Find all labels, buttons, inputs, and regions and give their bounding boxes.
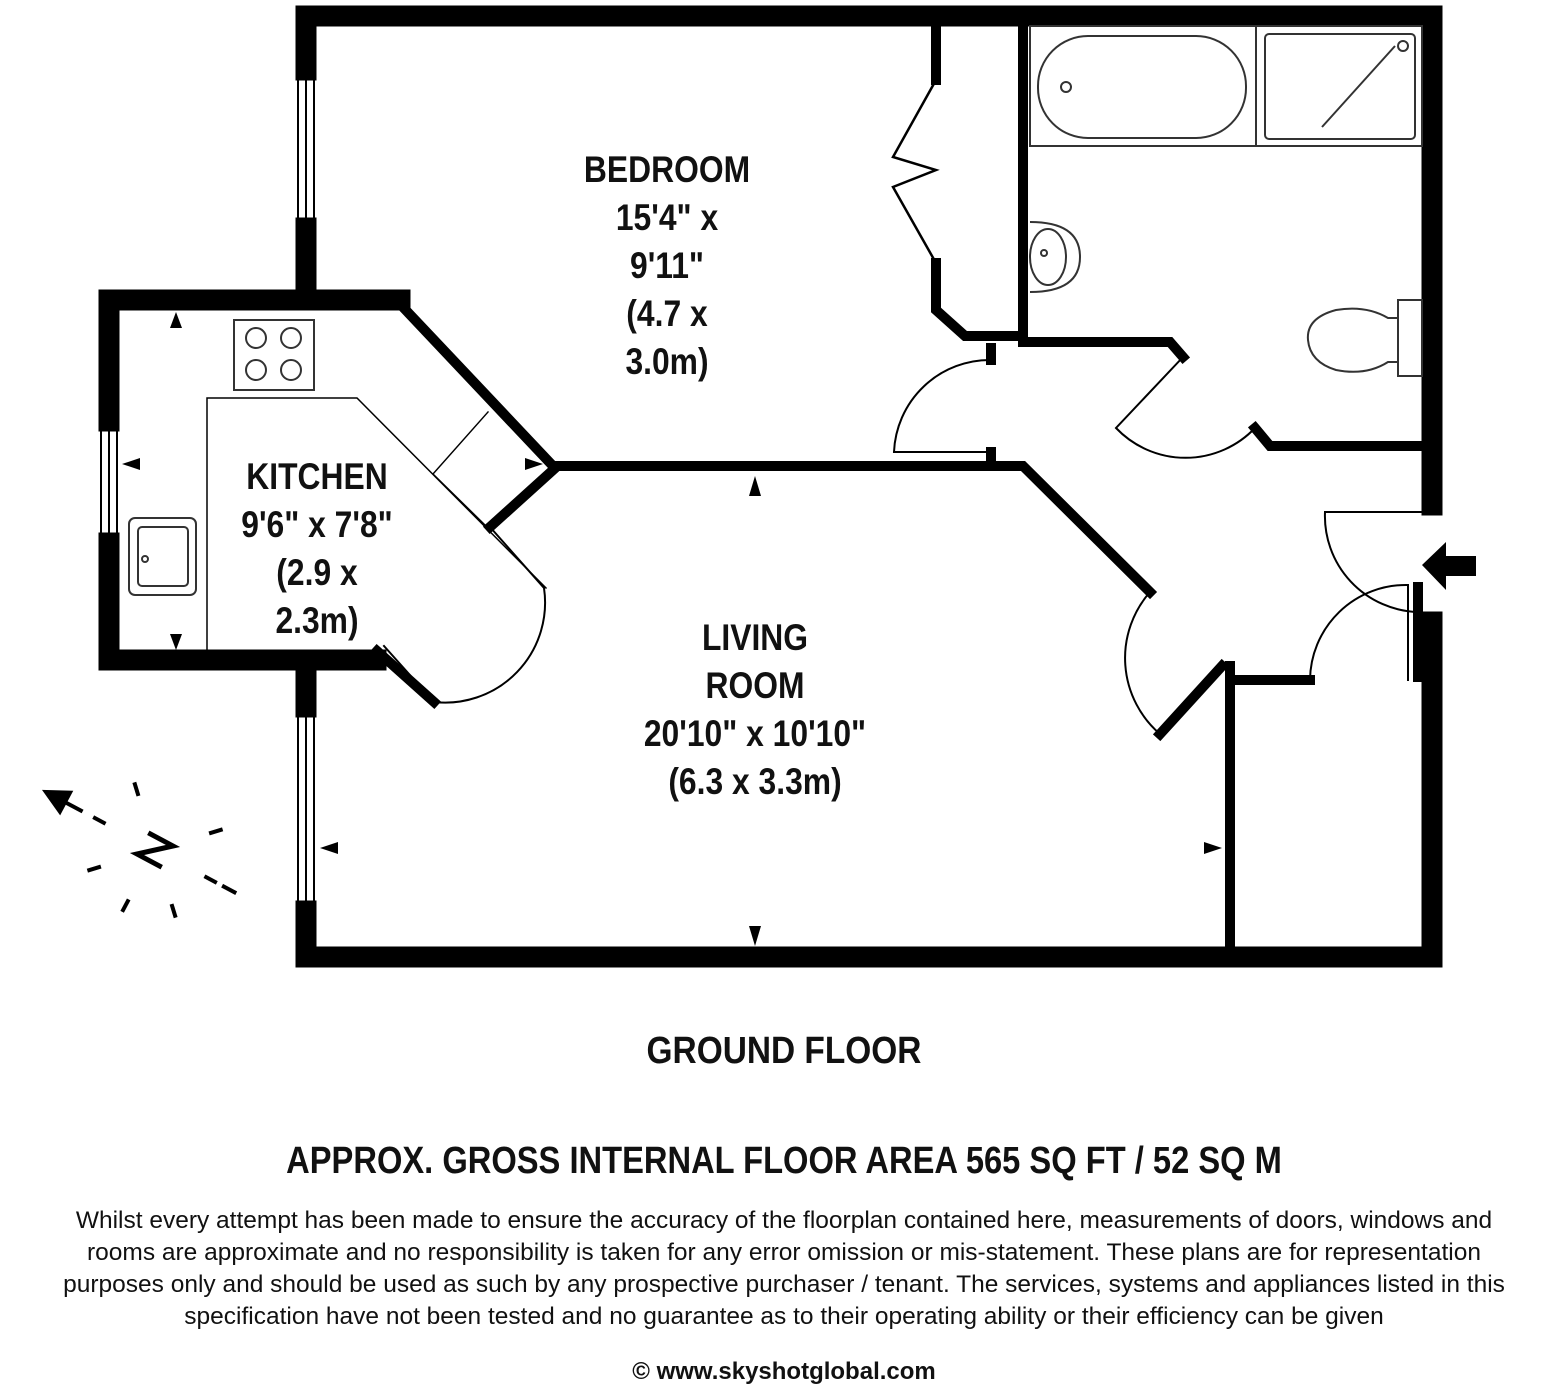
disclaimer bbox=[0, 1205, 1568, 1333]
bedroom-name: BEDROOM bbox=[583, 149, 751, 190]
toilet-icon bbox=[1308, 300, 1422, 376]
interior-walls bbox=[377, 26, 1424, 948]
disclaimer-line: rooms are approximate and no responsibility is taken for any error omission or mis-statement. These plans are for representation bbox=[87, 1239, 1481, 1266]
kitchen-imperial: 9'6" x 7'8" bbox=[241, 504, 393, 545]
living-room-name-line1: LIVING bbox=[701, 617, 809, 658]
hob-icon bbox=[234, 320, 314, 390]
bedroom-imperial: 15'4" x 9'11" bbox=[615, 197, 719, 286]
sink-icon bbox=[129, 518, 196, 595]
floor-area: APPROX. GROSS INTERNAL FLOOR AREA 565 SQ FT / 52 SQ M bbox=[286, 1140, 1282, 1182]
compass-icon bbox=[9, 746, 260, 955]
entrance-arrow-icon bbox=[1422, 542, 1476, 590]
disclaimer-line: purposes only and should be used as such by any prospective purchaser / tenant. The services, systems and appliances listed in this bbox=[63, 1271, 1505, 1298]
disclaimer-line: Whilst every attempt has been made to ensure the accuracy of the floorplan contained here, measurements of doors, windows and bbox=[75, 1207, 1493, 1234]
living-room-label bbox=[635, 614, 876, 806]
basin-icon bbox=[1030, 222, 1080, 292]
copyright: © www.skyshotglobal.com bbox=[632, 1358, 936, 1385]
bedroom-metric: (4.7 x 3.0m) bbox=[625, 293, 709, 382]
kitchen-label bbox=[231, 453, 403, 645]
wardrobe-doors bbox=[893, 80, 936, 263]
bedroom-label bbox=[581, 146, 753, 386]
shower-icon bbox=[1256, 26, 1422, 146]
disclaimer-line: specification have not been tested and no guarantee as to their operating ability or their efficiency can be given bbox=[184, 1303, 1384, 1330]
kitchen-metric: (2.9 x 2.3m) bbox=[275, 552, 359, 641]
living-room-name-line2: ROOM bbox=[705, 665, 805, 706]
bath-icon bbox=[1030, 26, 1256, 146]
kitchen-name: KITCHEN bbox=[246, 456, 388, 497]
floor-title: GROUND FLOOR bbox=[646, 1030, 922, 1072]
living-room-imperial: 20'10" x 10'10" bbox=[643, 713, 867, 754]
living-room-metric: (6.3 x 3.3m) bbox=[668, 761, 842, 802]
